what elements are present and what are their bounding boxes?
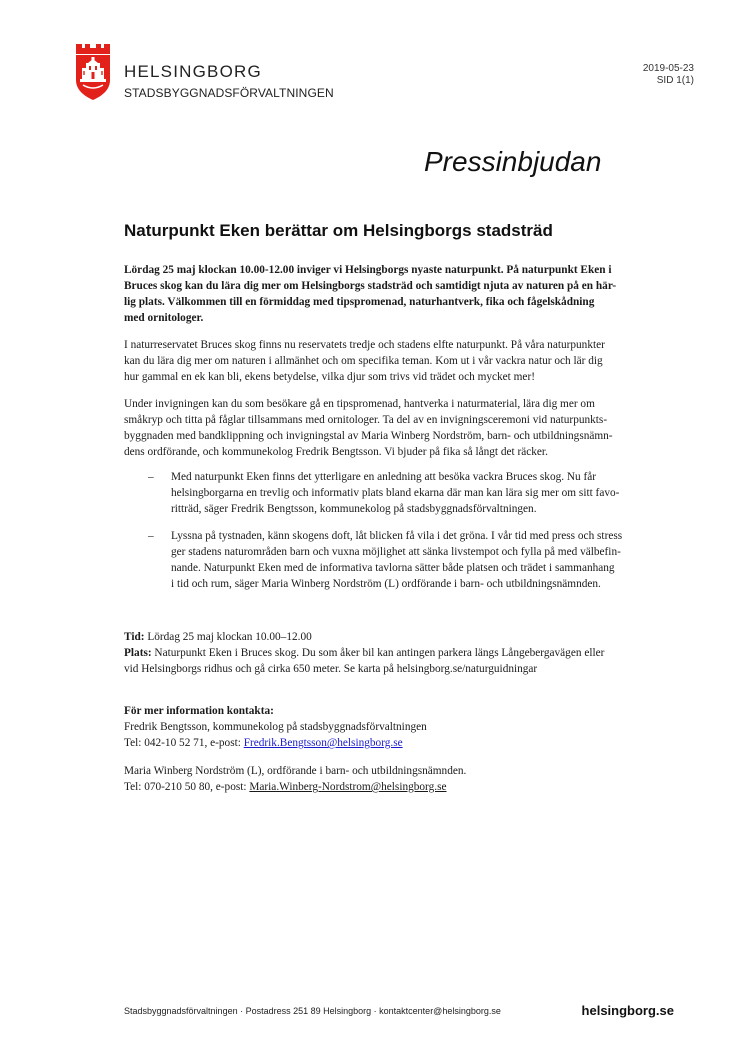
footer-site: helsingborg.se <box>581 1003 674 1018</box>
quote-text <box>171 528 691 592</box>
place-label: Plats: <box>124 647 152 660</box>
event-place <box>124 645 664 661</box>
contact-phone <box>124 735 664 751</box>
event-time <box>124 629 664 645</box>
text-line: småkryp och titta på fåglar tillsammans med ornitologer. Ta del av en invigningsceremoni vid naturpunkts- <box>124 414 608 427</box>
page-title: Naturpunkt Eken berättar om Helsingborgs stadsträd <box>124 221 553 240</box>
text-line: I naturreservatet Bruces skog finns nu reservatets tredje och stadens elfte naturpunkt. På våra naturpunkter <box>124 339 605 351</box>
place-value: Naturpunkt Eken i Bruces skog. Du som åker bil kan antingen parkera längs Långebergavägen eller <box>151 647 605 660</box>
time-label: Tid: <box>124 631 145 643</box>
contact-card <box>124 719 664 751</box>
text-line: Med naturpunkt Eken finns det ytterligare en anledning att besöka vackra Bruces skog. Nu får <box>171 471 597 483</box>
text-line: Bruces skog kan du lära dig mer om Helsingborgs stadsträd och samtidigt njuta av naturen på en här- <box>124 280 617 293</box>
text-line: Lördag 25 maj klockan 10.00-12.00 inviger vi Helsingborgs nyaste naturpunkt. På naturpunkt Eken i <box>124 264 612 276</box>
text-line: helsingborgarna en trevlig och informativ plats bland ekarna där man kan lära sig mer om sitt favo- <box>171 487 620 500</box>
contact-phone-text: Tel: 070-210 50 80, e-post: <box>124 781 250 794</box>
contact-phone-text: Tel: 042-10 52 71, e-post: <box>124 737 244 750</box>
org-name: HELSINGBORG <box>124 62 262 81</box>
quote-dash: – <box>148 471 154 483</box>
text-line: byggnaden med bandklippning och invigningstal av Maria Winberg Nordström, barn- och utbildningsnämn- <box>124 430 613 443</box>
document-type: Pressinbjudan <box>424 146 602 177</box>
contacts-heading <box>124 703 664 719</box>
text-line: i tid och rum, säger Maria Winberg Nordström (L) ordförande i barn- och utbildningsnämnden. <box>171 578 601 591</box>
text-line: kan du lära dig mer om naturen i allmänhet och om specifika teman. Kom ut i vår vackra natur och lär dig <box>124 355 603 368</box>
text-line: lig plats. Välkommen till en förmiddag med tipspromenad, naturhantverk, fika och fågelskådning <box>124 296 595 309</box>
event-details <box>124 629 664 677</box>
contact-email-link[interactable]: Fredrik.Bengtsson@helsingborg.se <box>243 737 403 750</box>
text-line: Under invigningen kan du som besökare gå en tipspromenad, hantverka i naturmaterial, lära dig mer om <box>124 398 595 410</box>
text-line: ritträd, säger Fredrik Bengtsson, kommunekolog på stadsbyggnadsförvaltningen. <box>171 503 537 516</box>
document-date: 2019-05-23 <box>642 63 694 74</box>
text-line: dens ordförande, och kommunekolog Fredrik Bengtsson. Vi bjuder på fika så långt det räcker. <box>124 446 548 459</box>
text-line: med ornitologer. <box>124 312 204 325</box>
body-paragraph <box>124 337 664 385</box>
quote-text <box>171 469 691 517</box>
footer-address: Stadsbyggnadsförvaltningen · Postadress 251 89 Helsingborg · kontaktcenter@helsingborg.se <box>124 1006 501 1016</box>
text-line: ger stadens naturområden barn och vuxna möjlighet att sänka livstempot och fylla på med välbefin- <box>171 546 621 559</box>
helsingborg-crest-icon <box>74 44 112 100</box>
contact-name: Maria Winberg Nordström (L), ordförande i barn- och utbildningsnämnden. <box>124 765 467 777</box>
contact-email-link[interactable]: Maria.Winberg-Nordstrom@helsingborg.se <box>249 781 447 794</box>
contact-card <box>124 763 664 795</box>
body-paragraph <box>124 396 664 460</box>
text-line: vid Helsingborgs ridhus och gå cirka 650 meter. Se karta på helsingborg.se/naturguidningar <box>124 663 538 676</box>
contact-phone <box>124 779 664 795</box>
time-value: Lördag 25 maj klockan 10.00–12.00 <box>144 631 312 643</box>
quote-dash: – <box>148 530 154 542</box>
lead-paragraph <box>124 262 664 326</box>
contacts-heading-text: För mer information kontakta: <box>124 705 274 717</box>
text-line: hur gammal en ek kan bli, ekens betydelse, vilka djur som trivs vid trädet och mycket mer! <box>124 371 535 384</box>
text-line: Lyssna på tystnaden, känn skogens doft, låt blicken få vila i det gröna. I vår tid med press och stress <box>171 530 623 542</box>
text-line: nande. Naturpunkt Eken med de informativa tavlorna sätter både platsen och trädet i sammanhang <box>171 562 615 575</box>
contact-name: Fredrik Bengtsson, kommunekolog på stadsbyggnadsförvaltningen <box>124 721 427 733</box>
contacts-title <box>124 703 664 719</box>
org-department: STADSBYGGNADSFÖRVALTNINGEN <box>124 86 334 100</box>
page-number: SID 1(1) <box>656 75 694 86</box>
